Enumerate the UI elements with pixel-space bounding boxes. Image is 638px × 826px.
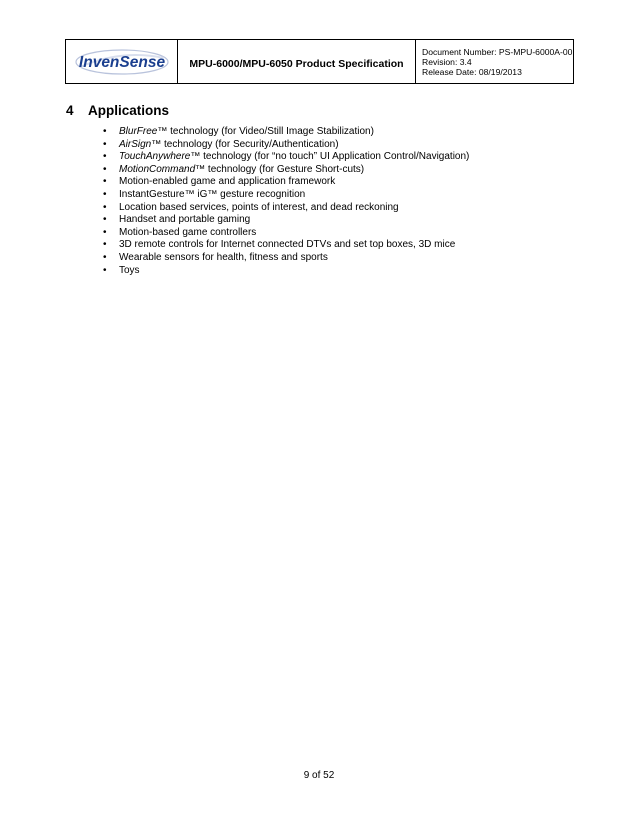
bullet-icon: • <box>103 176 107 188</box>
invensense-logo <box>74 47 170 77</box>
document-header <box>65 39 574 84</box>
list-item <box>103 202 469 215</box>
bullet-icon: • <box>103 151 107 163</box>
page-number: 9 of 52 <box>303 770 335 781</box>
item-brand: AirSign <box>119 138 152 150</box>
item-text: ™ technology (for Video/Still Image Stabilization) <box>157 126 374 137</box>
document-title-cell <box>178 40 416 83</box>
revision: Revision: 3.4 <box>422 57 472 67</box>
section-title: Applications <box>88 103 170 118</box>
bullet-icon: • <box>103 138 107 150</box>
section-heading <box>66 103 169 118</box>
item-text: ™ technology (for Gesture Short-cuts) <box>195 163 365 175</box>
item-brand: BlurFree <box>119 126 158 137</box>
logo-cell <box>66 40 178 83</box>
item-text: Motion-based game controllers <box>119 226 257 238</box>
page-footer <box>0 770 638 781</box>
item-text: Toys <box>119 264 140 276</box>
list-item <box>103 151 469 164</box>
list-item <box>103 252 469 265</box>
bullet-icon: • <box>103 226 107 238</box>
item-text: Location based services, points of interest, and dead reckoning <box>119 201 399 213</box>
list-item <box>103 126 469 139</box>
item-brand: MotionCommand <box>119 163 196 175</box>
list-item <box>103 176 469 189</box>
bullet-icon: • <box>103 239 107 251</box>
item-text: Handset and portable gaming <box>119 214 251 226</box>
item-text: Wearable sensors for health, fitness and sports <box>119 251 328 263</box>
list-item <box>103 164 469 177</box>
list-item <box>103 239 469 252</box>
item-text: 3D remote controls for Internet connected DTVs and set top boxes, 3D mice <box>119 239 456 251</box>
section-number: 4 <box>66 103 74 118</box>
bullet-icon: • <box>103 214 107 226</box>
bullet-icon: • <box>103 251 107 263</box>
bullet-icon: • <box>103 188 107 200</box>
list-item <box>103 265 469 278</box>
item-brand: TouchAnywhere <box>119 151 191 163</box>
item-text: ™ technology (for “no touch” UI Application Control/Navigation) <box>190 151 470 163</box>
item-text: Motion-enabled game and application framework <box>119 176 336 188</box>
bullet-icon: • <box>103 201 107 213</box>
list-item <box>103 227 469 240</box>
list-item <box>103 189 469 202</box>
bullet-icon: • <box>103 163 107 175</box>
list-item <box>103 139 469 152</box>
item-text: ™ technology (for Security/Authentication) <box>151 138 339 150</box>
applications-list <box>103 126 469 277</box>
bullet-icon: • <box>103 126 107 137</box>
list-item <box>103 214 469 227</box>
item-text: InstantGesture™ iG™ gesture recognition <box>119 188 306 200</box>
document-title: MPU-6000/MPU-6050 Product Specification <box>189 58 404 70</box>
document-number: Document Number: PS-MPU-6000A-00 <box>422 47 573 57</box>
document-meta-cell <box>416 40 573 83</box>
release-date: Release Date: 08/19/2013 <box>422 67 522 77</box>
bullet-icon: • <box>103 264 107 276</box>
logo-wordmark: InvenSense <box>78 53 165 71</box>
